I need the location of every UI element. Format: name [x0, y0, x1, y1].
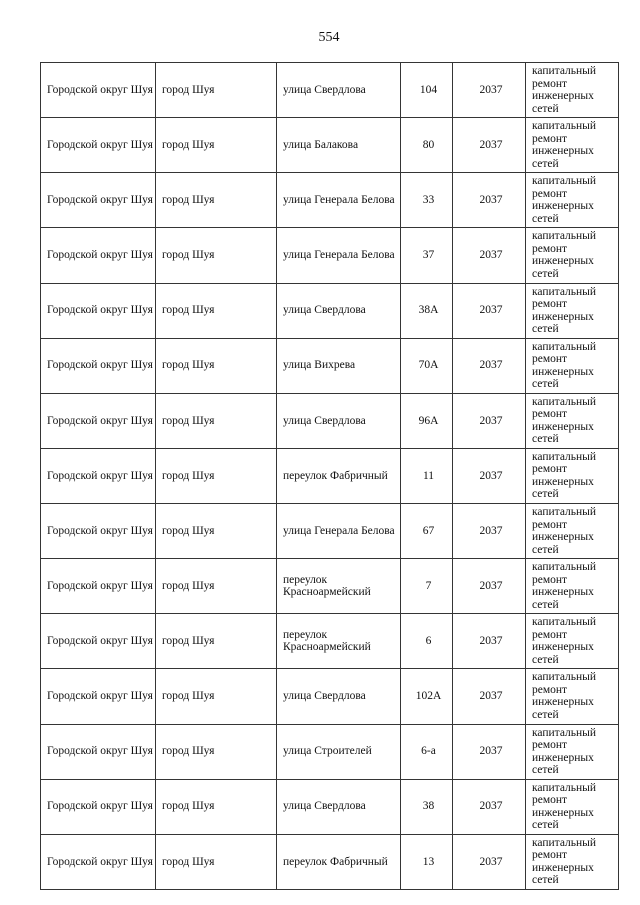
cell-municipality: Городской округ Шуя	[41, 614, 156, 669]
cell-municipality: Городской округ Шуя	[41, 173, 156, 228]
table-row	[41, 228, 619, 283]
cell-house-number: 80	[401, 118, 453, 173]
cell-street: переулок Красноармейский	[277, 559, 401, 614]
table-row	[41, 559, 619, 614]
cell-work-type: капитальный ремонт инженерных сетей	[526, 118, 619, 173]
cell-house-number: 96А	[401, 393, 453, 448]
table-row	[41, 834, 619, 889]
cell-street: улица Строителей	[277, 724, 401, 779]
cell-house-number: 67	[401, 504, 453, 559]
cell-year: 2037	[453, 393, 526, 448]
cell-house-number: 37	[401, 228, 453, 283]
cell-house-number: 38А	[401, 283, 453, 338]
table-row	[41, 173, 619, 228]
page-number: 554	[318, 30, 340, 45]
cell-work-type: капитальный ремонт инженерных сетей	[526, 669, 619, 724]
cell-house-number: 11	[401, 448, 453, 503]
cell-street: улица Генерала Белова	[277, 173, 401, 228]
cell-street: улица Генерала Белова	[277, 504, 401, 559]
table-row	[41, 338, 619, 393]
cell-street: улица Балакова	[277, 118, 401, 173]
table-row	[41, 669, 619, 724]
cell-settlement: город Шуя	[156, 779, 277, 834]
cell-house-number: 70А	[401, 338, 453, 393]
cell-house-number: 6-а	[401, 724, 453, 779]
cell-municipality: Городской округ Шуя	[41, 338, 156, 393]
cell-settlement: город Шуя	[156, 173, 277, 228]
table-row	[41, 118, 619, 173]
cell-settlement: город Шуя	[156, 283, 277, 338]
cell-settlement: город Шуя	[156, 504, 277, 559]
cell-settlement: город Шуя	[156, 228, 277, 283]
table-row	[41, 779, 619, 834]
cell-year: 2037	[453, 118, 526, 173]
cell-work-type: капитальный ремонт инженерных сетей	[526, 559, 619, 614]
cell-street: улица Свердлова	[277, 63, 401, 118]
cell-house-number: 38	[401, 779, 453, 834]
cell-work-type: капитальный ремонт инженерных сетей	[526, 504, 619, 559]
cell-settlement: город Шуя	[156, 559, 277, 614]
cell-settlement: город Шуя	[156, 338, 277, 393]
cell-house-number: 33	[401, 173, 453, 228]
cell-municipality: Городской округ Шуя	[41, 228, 156, 283]
cell-year: 2037	[453, 559, 526, 614]
cell-municipality: Городской округ Шуя	[41, 393, 156, 448]
cell-street: улица Свердлова	[277, 283, 401, 338]
cell-year: 2037	[453, 338, 526, 393]
cell-settlement: город Шуя	[156, 118, 277, 173]
cell-settlement: город Шуя	[156, 724, 277, 779]
table-row	[41, 393, 619, 448]
cell-municipality: Городской округ Шуя	[41, 669, 156, 724]
cell-municipality: Городской округ Шуя	[41, 118, 156, 173]
cell-year: 2037	[453, 63, 526, 118]
addresses-table	[40, 62, 619, 890]
cell-house-number: 7	[401, 559, 453, 614]
table-row	[41, 283, 619, 338]
cell-municipality: Городской округ Шуя	[41, 63, 156, 118]
cell-work-type: капитальный ремонт инженерных сетей	[526, 338, 619, 393]
cell-work-type: капитальный ремонт инженерных сетей	[526, 63, 619, 118]
cell-municipality: Городской округ Шуя	[41, 724, 156, 779]
cell-year: 2037	[453, 614, 526, 669]
table-row	[41, 448, 619, 503]
cell-settlement: город Шуя	[156, 614, 277, 669]
cell-work-type: капитальный ремонт инженерных сетей	[526, 228, 619, 283]
cell-municipality: Городской округ Шуя	[41, 559, 156, 614]
cell-municipality: Городской округ Шуя	[41, 834, 156, 889]
table-row	[41, 63, 619, 118]
cell-year: 2037	[453, 448, 526, 503]
cell-year: 2037	[453, 669, 526, 724]
cell-year: 2037	[453, 504, 526, 559]
cell-street: улица Свердлова	[277, 393, 401, 448]
cell-street: улица Генерала Белова	[277, 228, 401, 283]
cell-settlement: город Шуя	[156, 669, 277, 724]
table-row	[41, 724, 619, 779]
cell-street: улица Свердлова	[277, 669, 401, 724]
cell-settlement: город Шуя	[156, 834, 277, 889]
cell-settlement: город Шуя	[156, 63, 277, 118]
cell-work-type: капитальный ремонт инженерных сетей	[526, 614, 619, 669]
cell-municipality: Городской округ Шуя	[41, 283, 156, 338]
table-body	[41, 63, 619, 890]
cell-municipality: Городской округ Шуя	[41, 504, 156, 559]
cell-street: переулок Фабричный	[277, 448, 401, 503]
cell-work-type: капитальный ремонт инженерных сетей	[526, 283, 619, 338]
cell-work-type: капитальный ремонт инженерных сетей	[526, 393, 619, 448]
cell-municipality: Городской округ Шуя	[41, 779, 156, 834]
cell-work-type: капитальный ремонт инженерных сетей	[526, 779, 619, 834]
cell-house-number: 102А	[401, 669, 453, 724]
cell-year: 2037	[453, 228, 526, 283]
cell-work-type: капитальный ремонт инженерных сетей	[526, 448, 619, 503]
cell-municipality: Городской округ Шуя	[41, 448, 156, 503]
table-row	[41, 504, 619, 559]
cell-street: улица Свердлова	[277, 779, 401, 834]
cell-settlement: город Шуя	[156, 393, 277, 448]
cell-work-type: капитальный ремонт инженерных сетей	[526, 173, 619, 228]
cell-house-number: 104	[401, 63, 453, 118]
cell-house-number: 13	[401, 834, 453, 889]
cell-work-type: капитальный ремонт инженерных сетей	[526, 724, 619, 779]
cell-street: улица Вихрева	[277, 338, 401, 393]
cell-year: 2037	[453, 173, 526, 228]
cell-year: 2037	[453, 834, 526, 889]
table-row	[41, 614, 619, 669]
cell-year: 2037	[453, 779, 526, 834]
cell-year: 2037	[453, 283, 526, 338]
cell-work-type: капитальный ремонт инженерных сетей	[526, 834, 619, 889]
cell-settlement: город Шуя	[156, 448, 277, 503]
cell-street: переулок Фабричный	[277, 834, 401, 889]
cell-house-number: 6	[401, 614, 453, 669]
cell-street: переулок Красноармейский	[277, 614, 401, 669]
cell-year: 2037	[453, 724, 526, 779]
